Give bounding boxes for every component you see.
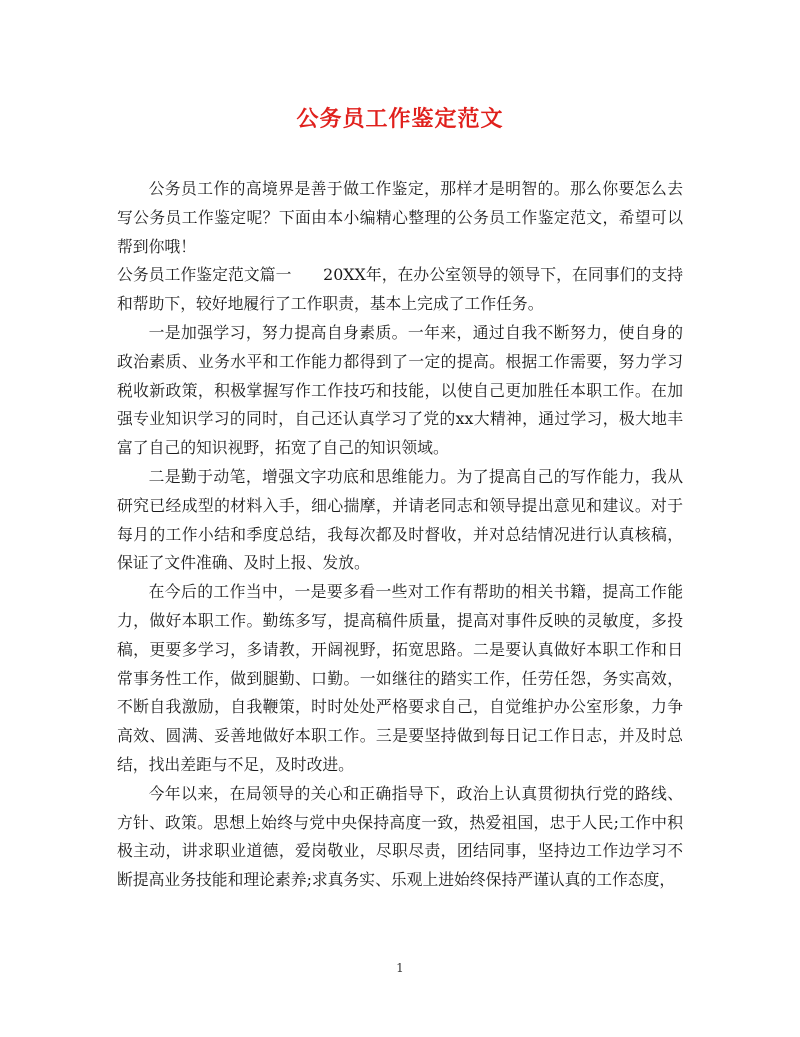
page-number: 1 xyxy=(396,961,404,975)
paragraph-sample-one-heading: 公务员工作鉴定范文篇一 20XX年，在办公室领导的领导下，在同事们的支持和帮助下，较好地履行了工作职责，基本上完成了工作任务。 xyxy=(117,265,683,314)
paragraph-this-year: 今年以来，在局领导的关心和正确指导下，政治上认真贯彻执行党的路线、方针、政策。思想上始终与党中央保持高度一致，热爱祖国，忠于人民;工作中积极主动，讲求职业道德，爱岗敬业，尽职尽责，团结同事，坚持边工作边学习不断提高业务技能和理论素养;求真务实、乐观上进始终保持严谨认真的工作态度， xyxy=(117,783,683,890)
document-title: 公务员工作鉴定范文 xyxy=(296,106,504,132)
paragraph-intro: 公务员工作的高境界是善于做工作鉴定，那样才是明智的。那么你要怎么去写公务员工作鉴定呢？下面由本小编精心整理的公务员工作鉴定范文，希望可以帮到你哦！ xyxy=(117,179,683,256)
paragraph-writing: 二是勤于动笔，增强文字功底和思维能力。为了提高自己的写作能力，我从研究已经成型的材料入手，细心揣摩，并请老同志和领导提出意见和建议。对于每月的工作小结和季度总结，我每次都及时督收，并对总结情况进行认真核稿，保证了文件准确、及时上报、发放。 xyxy=(117,466,683,573)
paragraph-future-work: 在今后的工作当中，一是要多看一些对工作有帮助的相关书籍，提高工作能力，做好本职工作。勤练多写，提高稿件质量，提高对事件反映的灵敏度，多投稿，更要多学习，多请教，开阔视野，拓宽思路。二是要认真做好本职工作和日常事务性工作，做到腿勤、口勤。一如继往的踏实工作，任劳任怨，务实高效，不断自我激励，自我鞭策，时时处处严格要求自己，自觉维护办公室形象，力争高效、圆满、妥善地做好本职工作。三是要坚持做到每日记工作日志，并及时总结，找出差距与不足，及时改进。 xyxy=(117,582,683,774)
document-body xyxy=(117,175,683,895)
paragraph-study: 一是加强学习，努力提高自身素质。一年来，通过自我不断努力，使自身的政治素质、业务水平和工作能力都得到了一定的提高。根据工作需要，努力学习税收新政策，积极掌握写作工作技巧和技能，以使自己更加胜任本职工作。在加强专业知识学习的同时，自己还认真学习了党的xx大精神，通过学习，极大地丰富了自己的知识视野，拓宽了自己的知识领域。 xyxy=(117,322,683,458)
